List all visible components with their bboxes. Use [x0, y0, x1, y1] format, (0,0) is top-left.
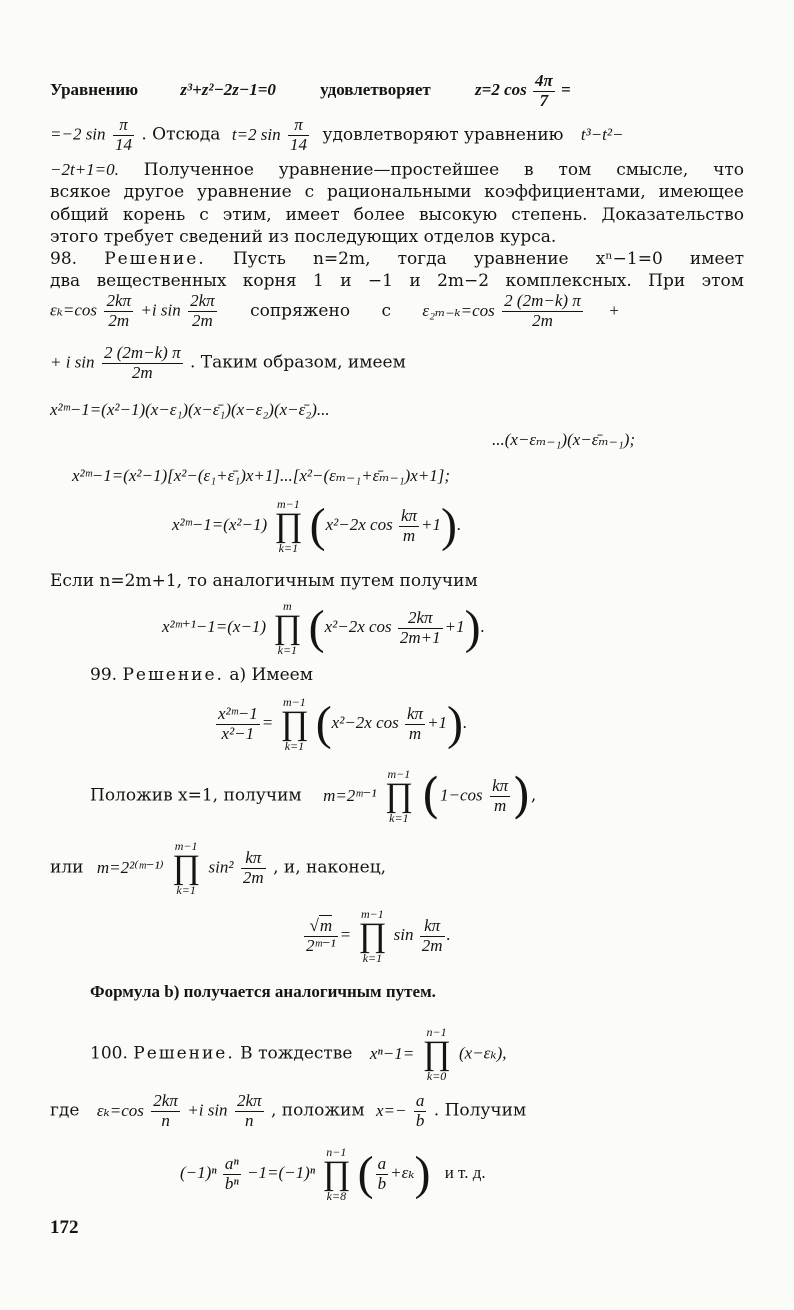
p98-eq-2: x²ᵐ−1=(x²−1)[x²−(ε₁+ε̄₁)x+1]...[x²−(εₘ₋₁+ε̄ₘ₋₁)x+1];: [72, 466, 451, 485]
p98-line-4: + i sin $\frac{2 (2m-k) \pi}{2m}$ . Таким образом, имеем: [50, 343, 406, 382]
intro-line-6: этого требует сведений из последующих отделов курса.: [50, 227, 557, 247]
p99-eq-3: или m=2²⁽ᵐ⁻¹⁾ m−1 ∏ k=1 sin² $\frac{k\pi}{2m}$ , и, наконец,: [50, 839, 387, 898]
p99-formula-b: Формула b) получается аналогичным путем.: [90, 982, 436, 1001]
intro-line-3: −2t+1=0. Полученное уравнение—простейшее в том смысле, что: [50, 160, 744, 180]
page-number: 172: [50, 1217, 79, 1238]
p98-line-2: два вещественных корня 1 и −1 и 2m−2 комплексных. При этом: [50, 271, 744, 291]
intro-line-4: всякое другое уравнение с рациональными коэффициентами, имеющее: [50, 182, 744, 202]
p98-if-line: Если n=2m+1, то аналогичным путем получим: [50, 571, 478, 591]
p99-eq-4: $\frac{√m}{\text{2ᵐ⁻¹}}$ = m−1 ∏ k=1 sin $\frac{k\pi}{2m}$ .: [306, 907, 451, 966]
intro-line-1: Уравнению z³+z²−2z−1=0 удовлетворяет z=2 cos $\frac{4\pi}{7}$ =: [50, 71, 571, 110]
p100-eq: (−1)ⁿ $\frac{\text{aⁿ}}{\text{bⁿ}}$ −1=(−1)ⁿ n−1 ∏ k=8 ( $\frac{a}{b}$ +εₖ) и т. д.: [180, 1145, 486, 1204]
p99-head: 99. Решение. а) Имеем: [90, 665, 313, 685]
p98-line-1: 98. Решение. Пусть n=2m, тогда уравнение xⁿ−1=0 имеет: [50, 249, 745, 269]
p98-eq-3: x²ᵐ−1=(x²−1) m−1 ∏ k=1 (x²−2x cos $\frac{k\pi}{m}$ +1).: [172, 497, 462, 556]
p99-eq-2: Положив x=1, получим m=2ᵐ⁻¹ m−1 ∏ k=1 (1−cos $\frac{k\pi}{m}$ ),: [90, 767, 537, 826]
p100-line-2: где εₖ=cos $\frac{2k\pi}{n}$ +i sin $\frac{2k\pi}{n}$ , положим x=− $\frac{a}{b}$ . Получим: [50, 1091, 527, 1130]
p99-eq-1: $\frac{\text{x²ᵐ−1}}{\text{x²−1}}$ = m−1 ∏ k=1 (x²−2x cos $\frac{k\pi}{m}$ +1).: [218, 695, 468, 754]
p100-line-1: 100. Решение. В тождестве xⁿ−1= n−1 ∏ k=0 (x−εₖ),: [90, 1025, 507, 1084]
p98-eq-1a: x²ᵐ−1=(x²−1)(x−ε₁)(x−ε̄₁)(x−ε₂)(x−ε̄₂)...: [50, 400, 330, 419]
p98-line-3: εₖ=cos $\frac{2k\pi}{2m}$ +i sin $\frac{2k\pi}{2m}$ сопряжено с ε₂ₘ₋ₖ=cos $\frac{2 (2m-k) \pi}{2m}$ +: [50, 291, 620, 330]
p98-eq-1b: ...(x−εₘ₋₁)(x−ε̄ₘ₋₁);: [492, 430, 636, 449]
intro-line-5: общий корень с этим, имеет более высокую степень. Доказательство: [50, 205, 744, 225]
intro-line-2: =−2 sin $\frac{\pi}{14}$ . Отсюда t=2 sin $\frac{\pi}{14}$ удовлетворяют уравнению t³−t²−: [50, 115, 624, 154]
p98-eq-4: x²ᵐ⁺¹−1=(x−1) m ∏ k=1 (x²−2x cos $\frac{2k\pi}{2m+1}$ +1).: [162, 599, 485, 658]
